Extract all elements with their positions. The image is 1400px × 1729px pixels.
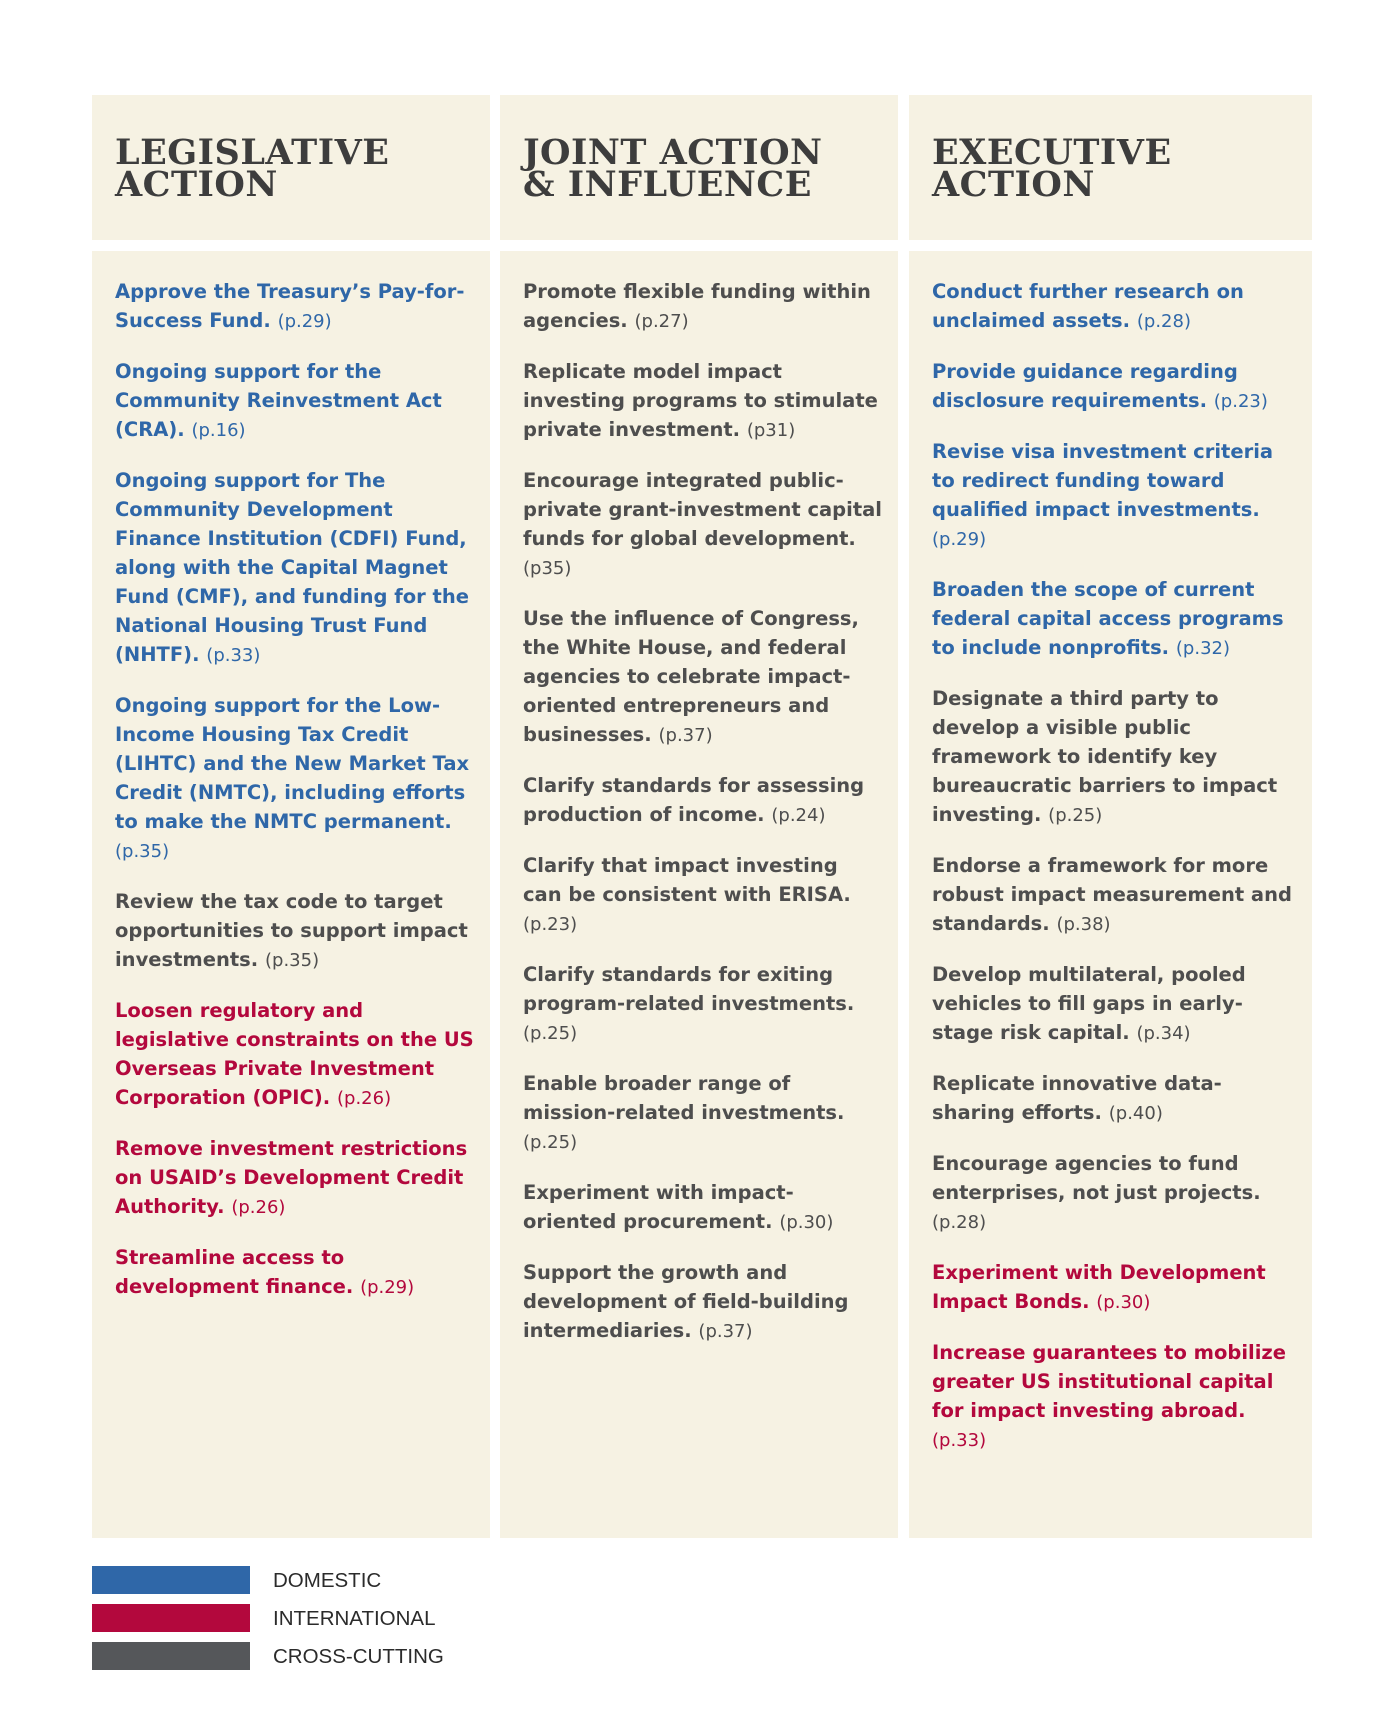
recommendation-item: [932, 437, 1296, 554]
page-reference: (p.25): [523, 1132, 578, 1153]
recommendation-text: Clarify standards for exiting program-related investments.: [523, 963, 855, 1015]
page-reference: (p.24): [771, 805, 826, 826]
recommendation-text: Clarify standards for assessing production of income.: [523, 774, 865, 826]
recommendation-item: [523, 960, 882, 1048]
page-reference: (p.33): [932, 1430, 987, 1451]
recommendation-text: Develop multilateral, pooled vehicles to fill gaps in early-stage risk capital.: [932, 963, 1246, 1044]
legend-label-cross-cutting: CROSS-CUTTING: [273, 1645, 444, 1668]
executive-action-list: [909, 251, 1312, 1538]
recommendation-item: [523, 851, 882, 939]
page-reference: (p.25): [523, 1023, 578, 1044]
page-reference: (p.26): [337, 1088, 392, 1109]
page-reference: (p.23): [523, 914, 578, 935]
recommendation-text: Clarify that impact investing can be consistent with ERISA.: [523, 854, 851, 906]
recommendation-text: Experiment with impact-oriented procurement.: [523, 1181, 794, 1233]
recommendation-text: Encourage integrated public-private grant-investment capital funds for global development.: [523, 469, 882, 550]
recommendation-item: [932, 851, 1296, 939]
page-reference: (p.29): [932, 529, 987, 550]
recommendation-item: [115, 996, 474, 1113]
recommendation-item: [115, 357, 474, 445]
recommendation-item: [932, 1069, 1296, 1128]
recommendation-text: Approve the Treasury’s Pay-for-Success Fund.: [115, 280, 465, 332]
page-reference: (p.27): [634, 311, 689, 332]
executive-action-header: [909, 95, 1312, 240]
page-reference: (p.38): [1056, 914, 1111, 935]
recommendation-text: Review the tax code to target opportunities to support impact investments.: [115, 890, 468, 971]
joint-action-list: [500, 251, 898, 1538]
recommendation-text: Replicate innovative data-sharing efforts.: [932, 1072, 1222, 1124]
recommendation-text: Streamline access to development finance.: [115, 1246, 354, 1298]
page-reference: (p31): [746, 420, 796, 441]
legend-label-domestic: DOMESTIC: [273, 1569, 382, 1592]
recommendation-text: Loosen regulatory and legislative constraints on the US Overseas Private Investment Corporation (OPIC).: [115, 999, 474, 1109]
legend-label-international: INTERNATIONAL: [273, 1607, 436, 1630]
recommendation-text: Replicate model impact investing programs to stimulate private investment.: [523, 360, 878, 441]
page-reference: (p.40): [1108, 1103, 1163, 1124]
recommendation-item: [932, 1338, 1296, 1455]
page-reference: (p.28): [932, 1212, 987, 1233]
legend-swatch-international: [92, 1604, 250, 1632]
recommendation-text: Support the growth and development of field-building intermediaries.: [523, 1261, 849, 1342]
recommendation-item: [115, 887, 474, 975]
recommendation-text: Promote flexible funding within agencies.: [523, 280, 871, 332]
recommendation-text: Designate a third party to develop a visible public framework to identify key bureaucratic barriers to impact investing.: [932, 687, 1278, 826]
recommendation-item: [115, 1243, 474, 1302]
page-reference: (p.26): [231, 1197, 286, 1218]
recommendation-item: [523, 1178, 882, 1237]
recommendation-item: [932, 1149, 1296, 1237]
page-reference: (p.34): [1136, 1023, 1191, 1044]
recommendation-text: Endorse a framework for more robust impact measurement and standards.: [932, 854, 1292, 935]
recommendation-text: Conduct further research on unclaimed assets.: [932, 280, 1244, 332]
recommendation-text: Ongoing support for the Low-Income Housing Tax Credit (LIHTC) and the New Market Tax Credit (NMTC), including efforts to make the NMTC permanent.: [115, 694, 470, 833]
page-reference: (p.16): [191, 420, 246, 441]
recommendation-item: [115, 277, 474, 336]
joint-action-header: [500, 95, 898, 240]
legislative-action-list: [92, 251, 490, 1538]
recommendation-text: Encourage agencies to fund enterprises, not just projects.: [932, 1152, 1261, 1204]
page-reference: (p.33): [206, 645, 261, 666]
recommendation-text: Ongoing support for The Community Development Finance Institution (CDFI) Fund, along with the Capital Magnet Fund (CMF), and funding for the National Housing Trust Fund (NHTF).: [115, 469, 469, 666]
recommendation-item: [523, 1258, 882, 1346]
recommendation-text: Broaden the scope of current federal capital access programs to include nonprofits.: [932, 578, 1284, 659]
page-reference: (p.30): [1096, 1292, 1151, 1313]
page-reference: (p.37): [658, 725, 713, 746]
page-reference: (p.37): [698, 1321, 753, 1342]
recommendation-text: Provide guidance regarding disclosure requirements.: [932, 360, 1238, 412]
recommendation-text: Ongoing support for the Community Reinvestment Act (CRA).: [115, 360, 442, 441]
legend-swatch-cross-cutting: [92, 1642, 250, 1670]
page-reference: (p.29): [277, 311, 332, 332]
recommendation-item: [932, 277, 1296, 336]
recommendation-item: [115, 691, 474, 866]
column-title: EXECUTIVE ACTION: [932, 132, 1172, 205]
recommendation-text: Remove investment restrictions on USAID’s Development Credit Authority.: [115, 1137, 468, 1218]
recommendation-item: [523, 277, 882, 336]
recommendation-item: [932, 960, 1296, 1048]
page-reference: (p35): [523, 558, 572, 579]
recommendation-item: [523, 771, 882, 830]
column-title: JOINT ACTION & INFLUENCE: [523, 132, 823, 205]
recommendation-item: [523, 604, 882, 750]
recommendation-item: [932, 357, 1296, 416]
recommendation-text: Enable broader range of mission-related investments.: [523, 1072, 845, 1124]
recommendation-item: [932, 684, 1296, 830]
page-reference: (p.32): [1175, 638, 1231, 659]
recommendation-text: Use the influence of Congress, the White House, and federal agencies to celebrate impact-oriented entrepreneurs and businesses.: [523, 607, 859, 746]
recommendation-text: Experiment with Development Impact Bonds.: [932, 1261, 1266, 1313]
recommendation-item: [523, 466, 882, 583]
page-reference: (p.23): [1213, 391, 1268, 412]
page-reference: (p.35): [115, 841, 170, 862]
recommendation-item: [523, 1069, 882, 1157]
legislative-action-header: [92, 95, 490, 240]
legend-swatch-domestic: [92, 1566, 250, 1594]
recommendation-item: [932, 1258, 1296, 1317]
column-title: LEGISLATIVE ACTION: [115, 132, 390, 205]
page-reference: (p.28): [1136, 311, 1191, 332]
recommendation-item: [932, 575, 1296, 663]
recommendation-item: [115, 1134, 474, 1222]
recommendation-text: Increase guarantees to mobilize greater US institutional capital for impact investing abroad.: [932, 1341, 1286, 1422]
recommendation-item: [115, 466, 474, 670]
recommendation-item: [523, 357, 882, 445]
page-reference: (p.25): [1048, 805, 1103, 826]
page-reference: (p.35): [265, 950, 320, 971]
recommendation-text: Revise visa investment criteria to redirect funding toward qualified impact investments.: [932, 440, 1274, 521]
page-reference: (p.30): [779, 1212, 834, 1233]
page-reference: (p.29): [360, 1277, 415, 1298]
